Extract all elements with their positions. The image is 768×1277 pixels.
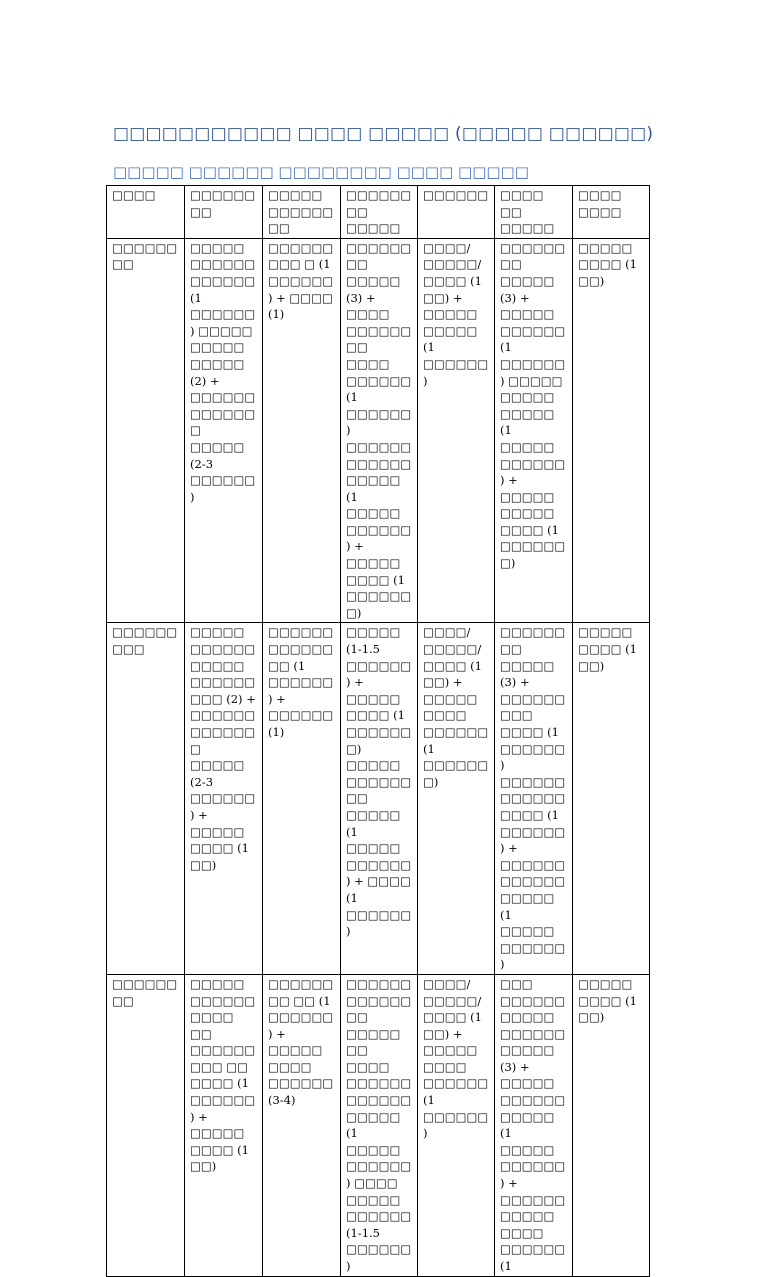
column-header-day: □□□□ bbox=[107, 186, 185, 239]
column-header-snack: □□□□□ □□□□□□□□ bbox=[263, 186, 341, 239]
table-cell: □□□□□□ □□ □□ (1 □□□□□□) + □□□□□ □□□□ □□□□□□ (3-4) bbox=[263, 974, 341, 1276]
column-header-dinner: □□□□ □□ □□□□□ bbox=[495, 186, 573, 239]
table-cell: □□□□□□ □□ □□□□□ (3) + □□□□□□□□□ □□□□ (1 □□□□□□) □□□□□□ □□□□□□ □□□□ (1 □□□□□□) + □□□□□□ □□□□□□ □□□□□ (1 □□□□□ □□□□□□) bbox=[495, 623, 573, 974]
table-cell: □□□□□□□□□ □ (1 □□□□□□) + □□□□ (1) bbox=[263, 238, 341, 623]
document-subtitle: □□□□□ □□□□□□ □□□□□□□□ □□□□ □□□□□ bbox=[113, 163, 529, 181]
table-cell: □□□□□ □□□□□□ □□□□□ □□□□□□□□□ (2) + □□□□□□ □□□□□□□ □□□□□ (2-3 □□□□□□) + □□□□□ □□□□ (1 □□) bbox=[185, 623, 263, 974]
table-cell: □□□□/ □□□□□/ □□□□ (1 □□) + □□□□□ □□□□ □□□□□□ (1 □□□□□□) bbox=[418, 974, 495, 1276]
table-row bbox=[107, 974, 650, 1276]
column-header-breakfast: □□□□□□□□ bbox=[185, 186, 263, 239]
table-cell: □□□□□□□□ bbox=[107, 238, 185, 623]
meal-plan-table bbox=[106, 185, 650, 1277]
table-cell: □□□□□□□□□ bbox=[107, 623, 185, 974]
table-cell: □□□□□ □□□□□□ □□□□ □□ □□□□□□□□□ □□ □□□□ (1 □□□□□□) + □□□□□ □□□□ (1 □□) bbox=[185, 974, 263, 1276]
table-cell: □□□□□ □□□□□□ □□□□□□ (1 □□□□□□) □□□□□ □□□□□ □□□□□ (2) + □□□□□□ □□□□□□□ □□□□□ (2-3 □□□□□□) bbox=[185, 238, 263, 623]
document-title: □□□□□□□□□□□ □□□□ □□□□□ (□□□□□ □□□□□□) bbox=[113, 124, 654, 144]
table-cell: □□□□□ □□□□ (1 □□) bbox=[573, 974, 650, 1276]
table-cell: □□□□□□ □□□□□□□□ □□□□□ □□ □□□□ □□□□□□ □□□□□□ □□□□□ (1 □□□□□ □□□□□□) □□□□ □□□□□ □□□□□□ (1-1.5 □□□□□□) bbox=[341, 974, 418, 1276]
table-row bbox=[107, 238, 650, 623]
table-row bbox=[107, 623, 650, 974]
table-header-row bbox=[107, 186, 650, 239]
table-cell: □□□□□□ □□ □□□□□ (3) + □□□□□ □□□□□□ (1 □□□□□□) □□□□□ □□□□□ □□□□□ (1 □□□□□ □□□□□□) + □□□□□ □□□□□ □□□□ (1 □□□□□□□) bbox=[495, 238, 573, 623]
column-header-evening: □□□□□□ bbox=[418, 186, 495, 239]
column-header-lunch: □□□□□□ □□ □□□□□ bbox=[341, 186, 418, 239]
table-cell: □□□□□ □□□□ (1 □□) bbox=[573, 623, 650, 974]
table-cell: □□□□□□ □□ □□□□□ (3) + □□□□ □□□□□□□□ □□□□ □□□□□□ (1 □□□□□□) □□□□□□ □□□□□□ □□□□□ (1 □□□□□ □□□□□□) + □□□□□ □□□□ (1 □□□□□□□) bbox=[341, 238, 418, 623]
table-cell: □□□□/ □□□□□/ □□□□ (1 □□) + □□□□□ □□□□ □□□□□□ (1 □□□□□□□) bbox=[418, 623, 495, 974]
column-header-bedtime: □□□□ □□□□ bbox=[573, 186, 650, 239]
table-cell: □□□□□□□□ bbox=[107, 974, 185, 1276]
table-cell: □□□□□ □□□□ (1 □□) bbox=[573, 238, 650, 623]
table-cell: □□□□/ □□□□□/ □□□□ (1 □□) + □□□□□ □□□□□ (1 □□□□□□) bbox=[418, 238, 495, 623]
table-cell: □□□□□□ □□□□□□□□ (1 □□□□□□) + □□□□□□ (1) bbox=[263, 623, 341, 974]
table-cell: □□□ □□□□□□ □□□□□ □□□□□□ □□□□□ (3) + □□□□□ □□□□□□ □□□□□ (1 □□□□□ □□□□□□) + □□□□□□ □□□□□ □□□□ □□□□□□ (1 bbox=[495, 974, 573, 1276]
table-cell: □□□□□ (1-1.5 □□□□□□) + □□□□□ □□□□ (1 □□□□□□□) □□□□□ □□□□□□□□ □□□□□ (1 □□□□□ □□□□□□) + □□□□ (1 □□□□□□) bbox=[341, 623, 418, 974]
